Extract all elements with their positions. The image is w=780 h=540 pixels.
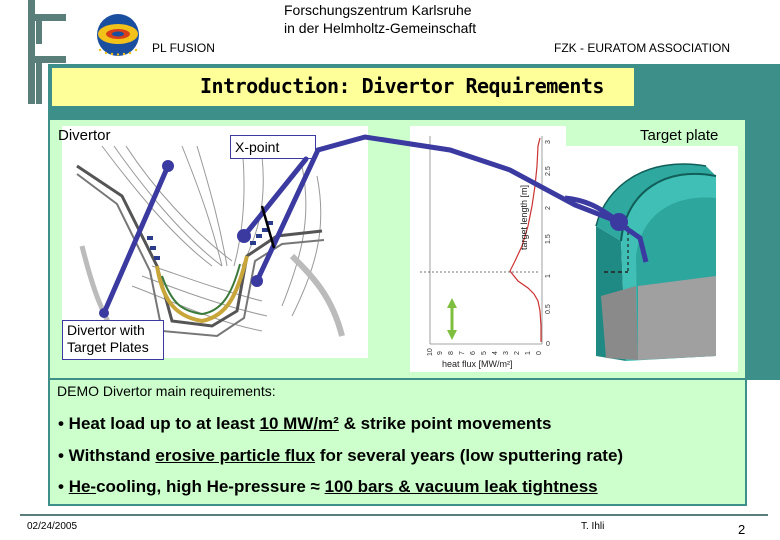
req3-prefix: • (58, 477, 69, 496)
req1-suffix: & strike point movements (338, 414, 552, 433)
divertor-label: Divertor (58, 127, 111, 144)
wall-arrow (617, 222, 646, 262)
y-tick-3: 3 (545, 140, 552, 144)
target-plate-arrow (257, 137, 619, 281)
x-tick-10: 10 (427, 348, 434, 356)
x-tick-3: 3 (503, 351, 510, 355)
req3-he: He- (68, 477, 97, 496)
page-number: 2 (738, 522, 746, 537)
req1-value: 10 MW/m² (259, 414, 339, 433)
req2-value: erosive particle flux (155, 446, 316, 465)
xpoint-marker-line (262, 206, 274, 248)
requirements-heading: DEMO Divertor main requirements: (57, 383, 276, 399)
y-axis-label: target length [m] (519, 184, 529, 250)
y-tick-1.5: 1.5 (545, 234, 552, 244)
xpoint-label: X-point (230, 135, 316, 159)
x-tick-6: 6 (470, 351, 477, 355)
y-tick-2.5: 2.5 (545, 166, 552, 176)
y-tick-0.5: 0.5 (545, 304, 552, 314)
footer-date: 02/24/2005 (27, 521, 78, 532)
req1-prefix: • Heat load up to at least (58, 414, 260, 433)
divertor-plates-arrow (104, 166, 168, 313)
x-axis-label: heat flux [MW/m²] (442, 359, 513, 369)
x-tick-1: 1 (525, 351, 532, 355)
slide-title: Introduction: Divertor Requirements (200, 74, 604, 98)
association-subtitle: in der Helmholtz-Gemeinschaft (284, 20, 477, 36)
divertor-with-plates-label: Divertor with Target Plates (62, 320, 164, 360)
pl-fusion-label: PL FUSION (152, 41, 215, 55)
y-tick-1: 1 (545, 274, 552, 278)
req3-pressure: 100 bars & vacuum leak tightness (324, 477, 598, 496)
footer-line (20, 514, 768, 516)
requirement-heat-load (58, 414, 551, 434)
req2-prefix: • Withstand (58, 446, 156, 465)
req3-mid: cooling, high He-pressure ≈ (96, 477, 325, 496)
x-tick-2: 2 (514, 351, 521, 355)
x-tick-8: 8 (448, 351, 455, 355)
footer-author: T. Ihli (581, 521, 605, 532)
x-tick-9: 9 (437, 351, 444, 355)
x-tick-5: 5 (481, 351, 488, 355)
target-plate-label: Target plate (640, 127, 719, 144)
y-tick-0: 0 (546, 341, 550, 348)
x-tick-4: 4 (492, 351, 499, 355)
y-tick-2: 2 (545, 206, 552, 210)
requirement-he-cooling (58, 477, 598, 497)
institution-name: Forschungszentrum Karlsruhe (284, 2, 472, 18)
x-tick-0: 0 (536, 351, 543, 355)
euratom-label: FZK - EURATOM ASSOCIATION (554, 41, 731, 55)
x-tick-7: 7 (459, 351, 466, 355)
req2-suffix: for several years (low sputtering rate) (315, 446, 624, 465)
requirement-particle-flux (58, 446, 623, 466)
